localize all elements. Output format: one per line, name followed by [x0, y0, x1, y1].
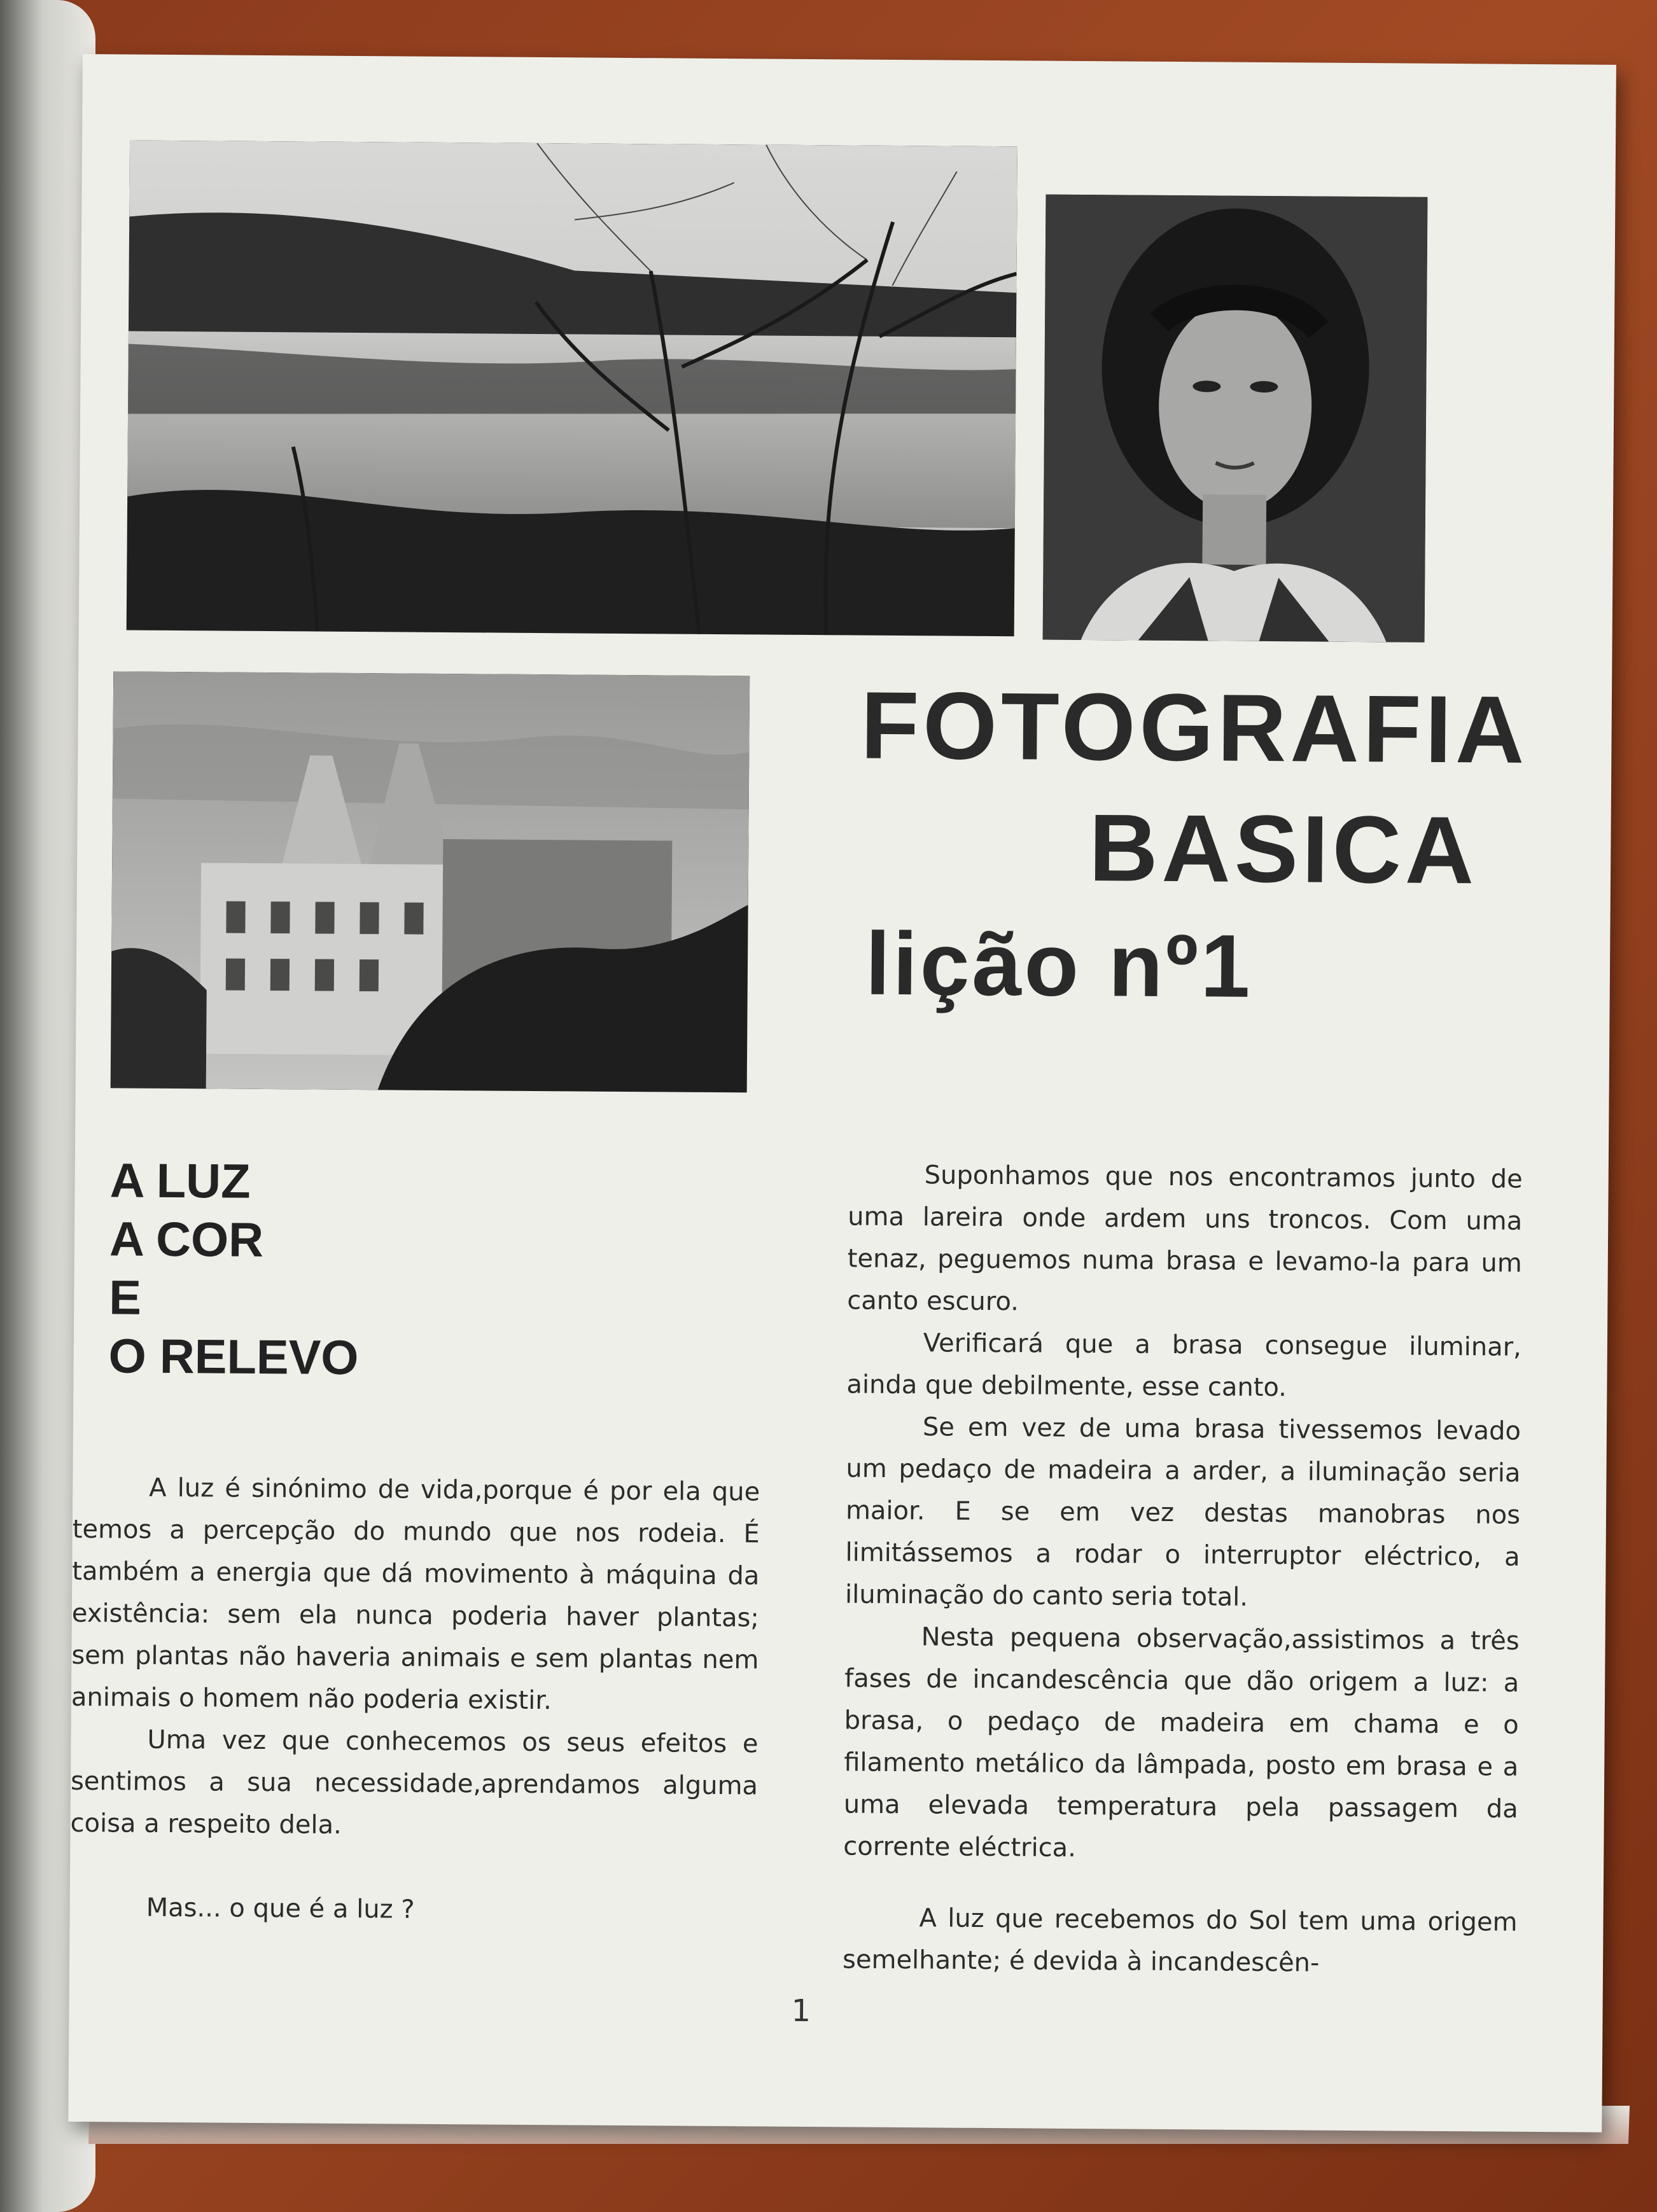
paragraph: A luz é sinónimo de vida,porque é por ela que temos a percepção do mundo que nos rodeia. É também a energia que dá movimento à máquina da existência: sem ela nunca poderia haver plantas; sem plantas não haveria animais e sem plantas nem animais o homem não poderia existir. [71, 1473, 760, 1716]
question-line: Mas... o que é a luz ? [146, 1893, 415, 1924]
portrait-photo [1043, 195, 1428, 643]
page-title: FOTOGRAFIA [860, 671, 1529, 783]
paragraph: A luz que recebemos do Sol tem uma origem semelhante; é devida à incandescên- [842, 1903, 1518, 1978]
lake-landscape-photo [127, 141, 1017, 637]
page-number: 1 [791, 1993, 811, 2029]
paragraph: Se em vez de uma brasa tivessemos levado um pedaço de madeira a arder, a iluminação seria maior. E se em vez destas manobras nos limitássemos a rodar o interruptor eléctrico, a iluminação do canto seria total. [844, 1412, 1521, 1612]
paragraph: Nesta pequena observação,assistimos a três fases de incandescência que dão origem a luz: a brasa, o pedaço de madeira em chama e o filamento metálico da lâmpada, posto em brasa e a uma elevada temperatura pela passagem da corrente eléctrica. [843, 1622, 1520, 1863]
section-heading-line: A LUZ [109, 1153, 251, 1209]
section-heading-line: E [109, 1270, 142, 1325]
palace-photo [111, 671, 750, 1092]
page-title-second-line: BASICA [1088, 794, 1478, 904]
right-text-column [842, 1153, 1523, 1985]
section-heading-line: O RELEVO [108, 1329, 359, 1386]
paragraph: Uma vez que conhecemos os seus efeitos e sentimos a sua necessidade,aprendamos alguma coisa a respeito dela. [70, 1725, 759, 1840]
left-text-column [69, 1466, 760, 1933]
lesson-number: lição nº1 [865, 913, 1254, 1016]
paragraph: Suponhamos que nos encontramos junto de uma lareira onde ardem uns troncos. Com uma tenaz, peguemos numa brasa e levamo-la para um canto escuro. [847, 1160, 1523, 1317]
book-page [68, 54, 1616, 2132]
paragraph: Verificará que a brasa consegue iluminar, ainda que debilmente, esse canto. [846, 1328, 1522, 1403]
section-heading [108, 1151, 360, 1388]
section-heading-line: A COR [109, 1212, 264, 1268]
